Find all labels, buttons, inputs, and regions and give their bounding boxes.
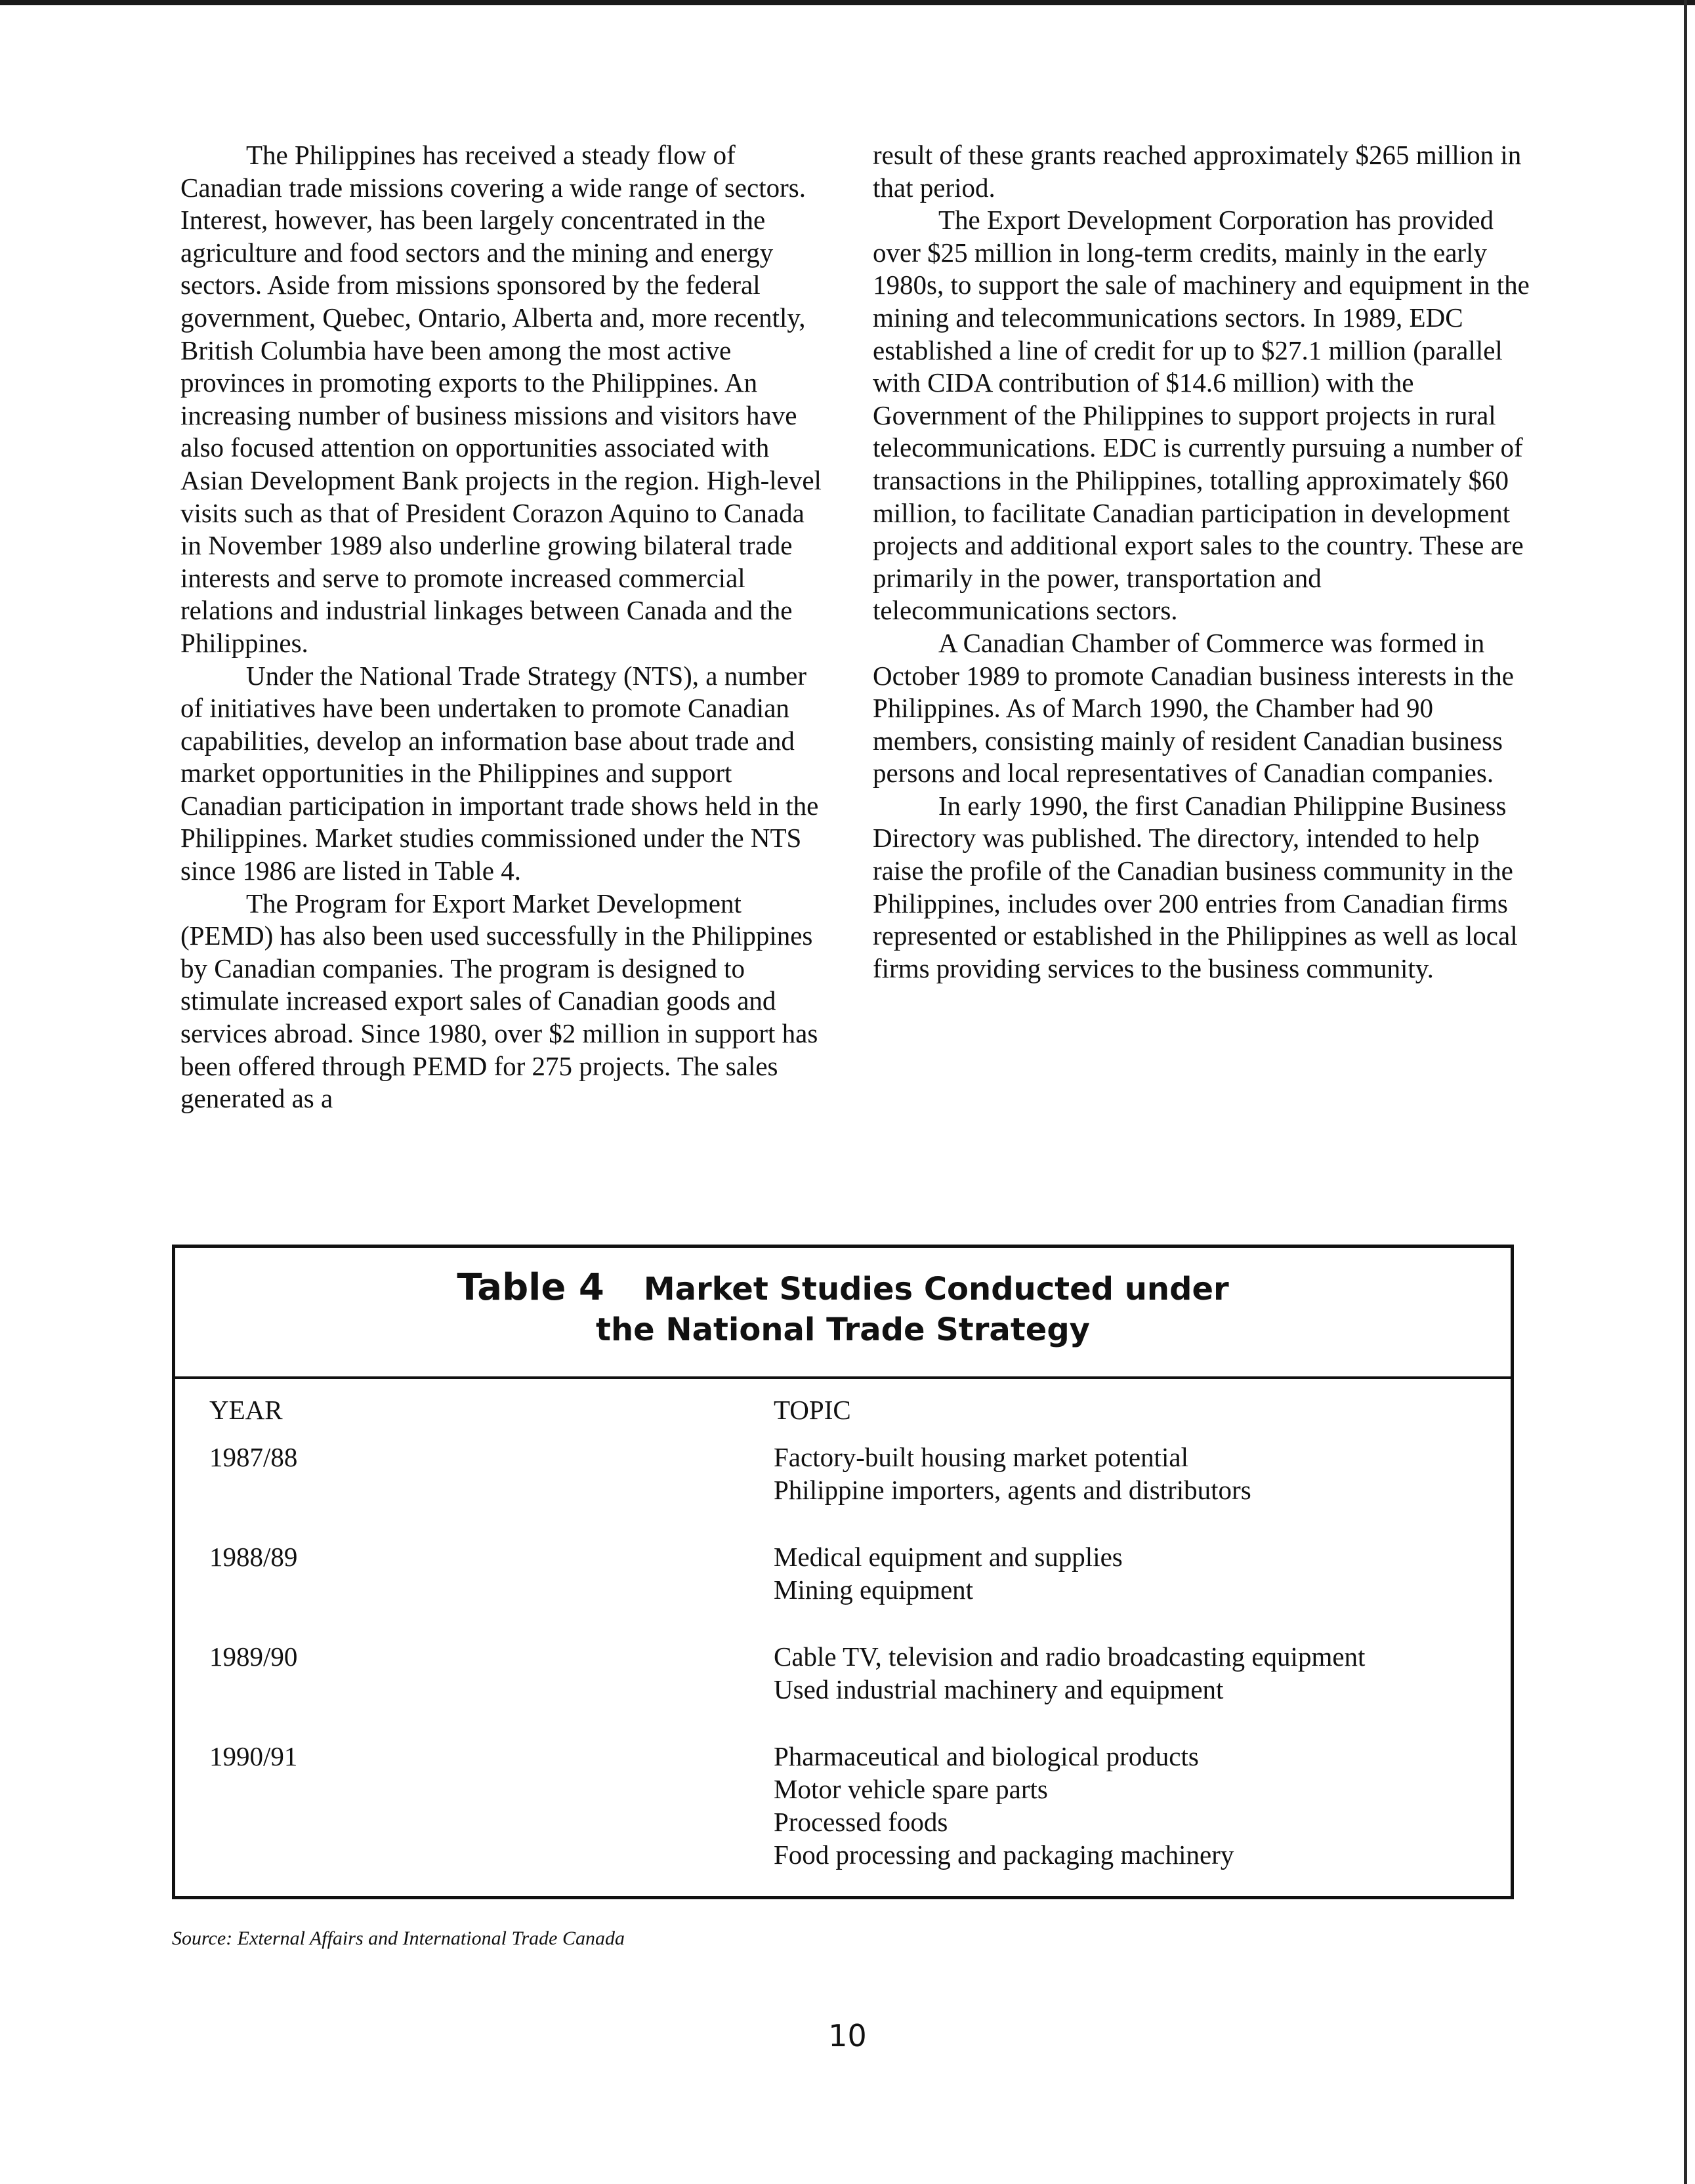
table-title bbox=[175, 1248, 1511, 1379]
table-number: Table 4 bbox=[457, 1266, 604, 1309]
paragraph-pemd-continued: result of these grants reached approximately $265 million in that period. bbox=[873, 140, 1522, 203]
topic-item: Medical equipment and supplies bbox=[774, 1542, 1123, 1572]
top-border-rule bbox=[0, 0, 1695, 5]
paragraph-chamber-of-commerce: A Canadian Chamber of Commerce was formed in October 1989 to promote Canadian business interests in the Philippines. As of March 1990, the Chamber had 90 members, consisting mainly of resident Canadian business persons and local representatives of Canadian companies. bbox=[873, 627, 1514, 789]
left-text-column bbox=[180, 139, 830, 1115]
topic-item: Food processing and packaging machinery bbox=[774, 1840, 1234, 1870]
column-header-year: YEAR bbox=[209, 1395, 283, 1425]
right-border-rule bbox=[1684, 0, 1687, 2184]
source-note: Source: External Affairs and International Trade Canada bbox=[172, 1927, 625, 1949]
table-row-topics bbox=[774, 1640, 1496, 1706]
topic-item: Processed foods bbox=[774, 1807, 948, 1837]
table-row-topics bbox=[774, 1540, 1496, 1606]
paragraph-edc: The Export Development Corporation has provided over $25 million in long-term credits, mainly in the early 1980s, to support the sale of machinery and equipment in the mining and telecommunications sectors. In 1989, EDC established a line of credit for up to $27.1 million (parallel with CIDA contribution of $14.6 million) with the Government of the Philippines to support projects in rural telecommunications. EDC is currently pursuing a number of transactions in the Philippines, totalling approximately $60 million, to facilitate Canadian participation in development projects and additional export sales to the country. These are primarily in the power, transportation and telecommunications sectors. bbox=[873, 205, 1530, 626]
topic-item: Motor vehicle spare parts bbox=[774, 1774, 1048, 1804]
table-row-year: 1988/89 bbox=[209, 1542, 298, 1572]
table-row-year: 1989/90 bbox=[209, 1641, 298, 1672]
topic-item: Cable TV, television and radio broadcasting equipment bbox=[774, 1641, 1366, 1672]
table-row-year: 1987/88 bbox=[209, 1442, 298, 1472]
paragraph-nts: Under the National Trade Strategy (NTS), a number of initiatives have been undertaken to promote Canadian capabilities, develop an information base about trade and market opportunities in the Philippines and support Canadian participation in important trade shows held in the Philippines. Market studies commissioned under the NTS since 1986 are listed in Table 4. bbox=[180, 660, 819, 886]
paragraph-business-directory: In early 1990, the first Canadian Philippine Business Directory was published. The directory, intended to help raise the profile of the Canadian business community in the Philippines, includes over 200 entries from Canadian firms represented or established in the Philippines as well as local firms providing services to the business community. bbox=[873, 790, 1518, 983]
column-header-topic: TOPIC bbox=[774, 1395, 851, 1425]
topic-item: Factory-built housing market potential bbox=[774, 1442, 1188, 1472]
topic-item: Used industrial machinery and equipment bbox=[774, 1674, 1224, 1704]
paragraph-pemd: The Program for Export Market Development (PEMD) has also been used successfully in the Philippines by Canadian companies. The program is designed to stimulate increased export sales of Canadian goods and services abroad. Since 1980, over $2 million in support has been offered through PEMD for 275 projects. The sales generated as a bbox=[180, 888, 818, 1114]
table-row-topics bbox=[774, 1740, 1496, 1871]
table-row-year: 1990/91 bbox=[209, 1741, 298, 1771]
topic-item: Mining equipment bbox=[774, 1575, 974, 1605]
paragraph-trade-missions: The Philippines has received a steady flow of Canadian trade missions covering a wide range of sectors. Interest, however, has been largely concentrated in the agriculture and food sectors and the mining and energy sectors. Aside from missions sponsored by the federal government, Quebec, Ontario, Alberta and, more recently, British Columbia have been among the most active provinces in promoting exports to the Philippines. An increasing number of business missions and visitors have also focused attention on opportunities associated with Asian Development Bank projects in the region. High-level visits such as that of President Corazon Aquino to Canada in November 1989 also underline growing bilateral trade interests and serve to promote increased commercial relations and industrial linkages between Canada and the Philippines. bbox=[180, 140, 822, 658]
table-title-text-1: Market Studies Conducted under bbox=[643, 1271, 1229, 1308]
table-title-line2: the National Trade Strategy bbox=[596, 1311, 1090, 1348]
topic-item: Philippine importers, agents and distributors bbox=[774, 1475, 1251, 1505]
topic-item: Pharmaceutical and biological products bbox=[774, 1741, 1199, 1771]
table-row-topics bbox=[774, 1441, 1496, 1506]
page-number: 10 bbox=[828, 2018, 867, 2053]
right-text-column bbox=[873, 139, 1536, 985]
market-studies-table bbox=[172, 1245, 1514, 1899]
table-title-line1 bbox=[175, 1266, 1511, 1309]
